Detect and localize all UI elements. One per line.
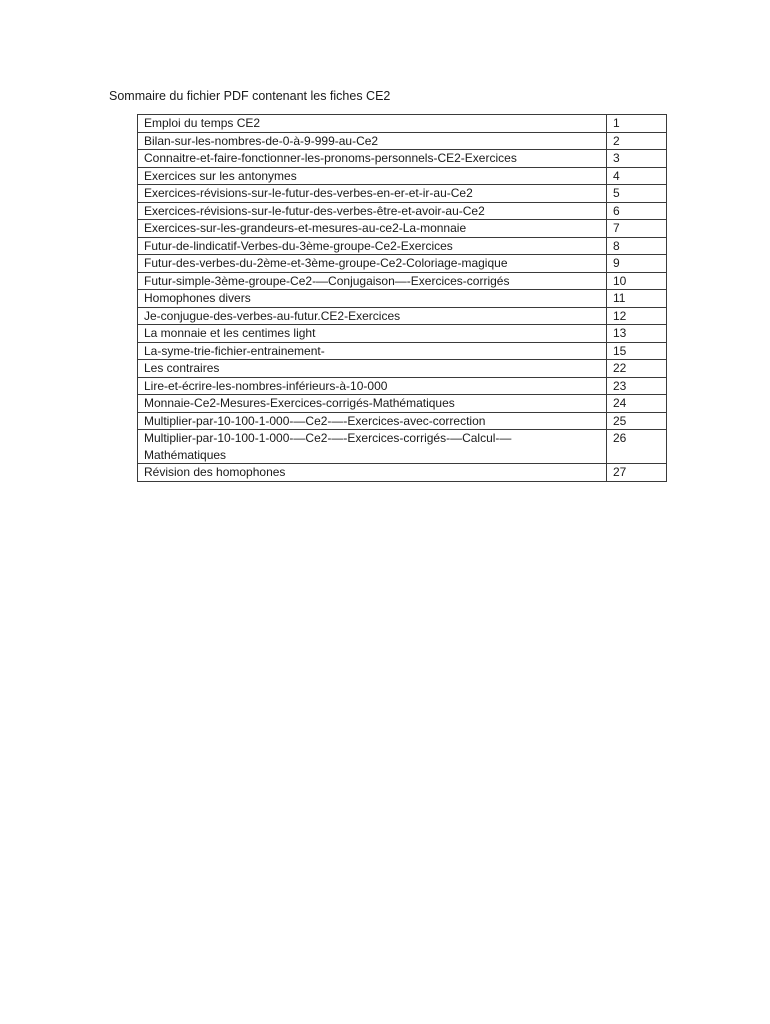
entry-title: Exercices sur les antonymes [138, 167, 607, 185]
entry-page-number: 25 [607, 412, 667, 430]
entry-title: Je-conjugue-des-verbes-au-futur.CE2-Exercices [138, 307, 607, 325]
table-row [138, 132, 667, 150]
table-row [138, 290, 667, 308]
entry-page-number: 15 [607, 342, 667, 360]
table-row [138, 360, 667, 378]
entry-page-number: 6 [607, 202, 667, 220]
table-row [138, 255, 667, 273]
entry-title: Emploi du temps CE2 [138, 115, 607, 133]
entry-title: Monnaie-Ce2-Mesures-Exercices-corrigés-Mathématiques [138, 395, 607, 413]
entry-page-number: 5 [607, 185, 667, 203]
entry-title: Révision des homophones [138, 464, 607, 482]
entry-title: Lire-et-écrire-les-nombres-inférieurs-à-10-000 [138, 377, 607, 395]
entry-page-number: 8 [607, 237, 667, 255]
entry-page-number: 7 [607, 220, 667, 238]
entry-page-number: 27 [607, 464, 667, 482]
table-row [138, 202, 667, 220]
entry-page-number: 11 [607, 290, 667, 308]
entry-title: La-syme-trie-fichier-entrainement- [138, 342, 607, 360]
table-row [138, 115, 667, 133]
entry-page-number: 24 [607, 395, 667, 413]
entry-page-number: 23 [607, 377, 667, 395]
entry-page-number: 9 [607, 255, 667, 273]
entry-title: Futur-simple-3ème-groupe-Ce2-—Conjugaison—-Exercices-corrigés [138, 272, 607, 290]
summary-table-body [138, 115, 667, 482]
entry-title: Les contraires [138, 360, 607, 378]
summary-table [137, 114, 667, 482]
entry-title: La monnaie et les centimes light [138, 325, 607, 343]
table-row [138, 220, 667, 238]
entry-page-number: 10 [607, 272, 667, 290]
entry-title: Connaitre-et-faire-fonctionner-les-pronoms-personnels-CE2-Exercices [138, 150, 607, 168]
table-row [138, 167, 667, 185]
table-row [138, 185, 667, 203]
entry-title: Exercices-sur-les-grandeurs-et-mesures-au-ce2-La-monnaie [138, 220, 607, 238]
entry-page-number: 4 [607, 167, 667, 185]
entry-title: Homophones divers [138, 290, 607, 308]
table-row [138, 272, 667, 290]
table-row [138, 150, 667, 168]
entry-page-number: 26 [607, 430, 667, 464]
table-row [138, 412, 667, 430]
table-row [138, 464, 667, 482]
page-title: Sommaire du fichier PDF contenant les fiches CE2 [109, 89, 391, 103]
entry-page-number: 22 [607, 360, 667, 378]
table-row [138, 430, 667, 464]
entry-title: Bilan-sur-les-nombres-de-0-à-9-999-au-Ce2 [138, 132, 607, 150]
entry-page-number: 12 [607, 307, 667, 325]
entry-page-number: 1 [607, 115, 667, 133]
table-row [138, 377, 667, 395]
table-row [138, 325, 667, 343]
table-row [138, 342, 667, 360]
table-row [138, 237, 667, 255]
entry-page-number: 13 [607, 325, 667, 343]
entry-title: Futur-de-lindicatif-Verbes-du-3ème-groupe-Ce2-Exercices [138, 237, 607, 255]
entry-page-number: 2 [607, 132, 667, 150]
entry-title: Exercices-révisions-sur-le-futur-des-verbes-en-er-et-ir-au-Ce2 [138, 185, 607, 203]
entry-title: Exercices-révisions-sur-le-futur-des-verbes-être-et-avoir-au-Ce2 [138, 202, 607, 220]
entry-title: Multiplier-par-10-100-1-000-—Ce2-—-Exercices-avec-correction [138, 412, 607, 430]
entry-title: Futur-des-verbes-du-2ème-et-3ème-groupe-Ce2-Coloriage-magique [138, 255, 607, 273]
entry-page-number: 3 [607, 150, 667, 168]
table-row [138, 307, 667, 325]
table-row [138, 395, 667, 413]
entry-title: Multiplier-par-10-100-1-000-—Ce2-—-Exercices-corrigés-—Calcul-— Mathématiques [138, 430, 607, 464]
